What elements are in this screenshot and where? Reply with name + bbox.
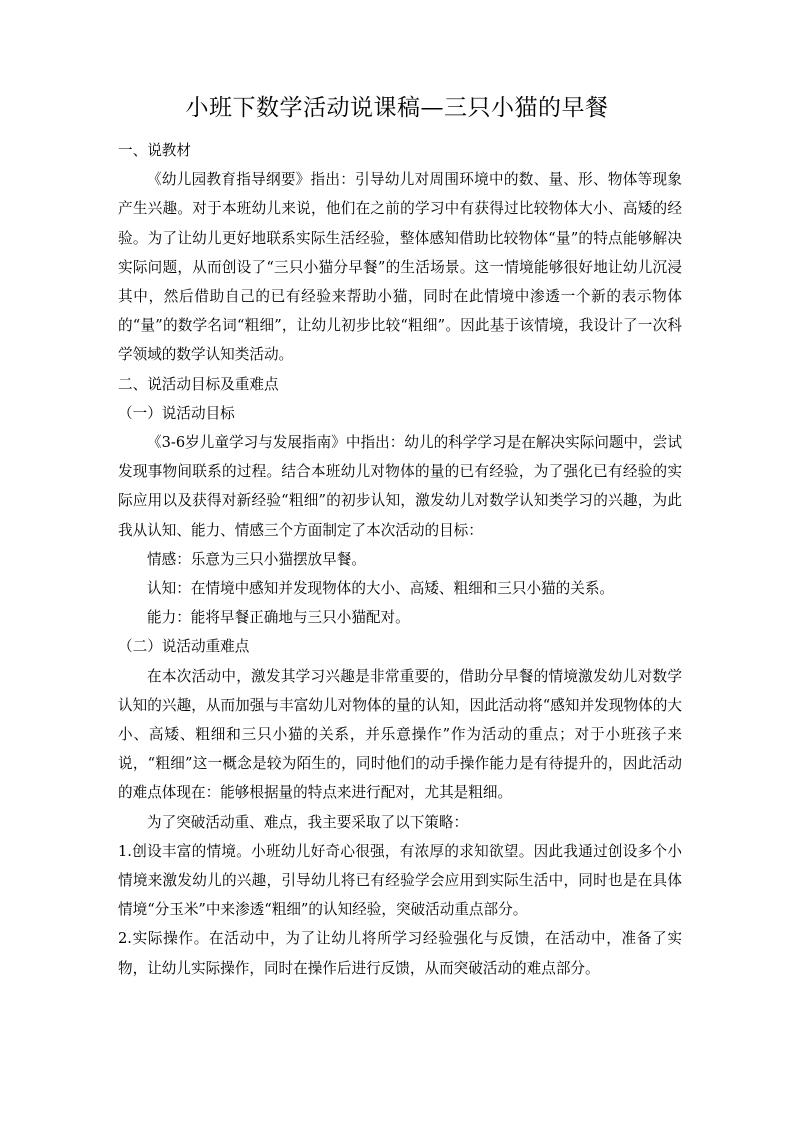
paragraph-strategies-intro: 为了突破活动重、难点，我主要采取了以下策略： xyxy=(147,813,469,831)
paragraph-key-points: 在本次活动中，激发其学习兴趣是非常重要的，借助分早餐的情境激发幼儿对数学认知的兴趣，从而加强与丰富幼儿对物体的量的认知，因此活动将“感知并发现物体的大小、高矮、粗细和三只小猫的关系，并乐意操作”作为活动的重点；对于小班孩子来说，“粗细”这一概念是较为陌生的，同时他们的动手操作能力是有待提升的，因此活动的难点体现在：能够根据量的特点来进行配对，尤其是粗细。 xyxy=(118,667,682,802)
section-heading-2: 二、说活动目标及重难点 xyxy=(118,375,279,393)
section-heading-1: 一、说教材 xyxy=(118,142,191,159)
paragraph-goals: 《3-6岁儿童学习与发展指南》中指出：幼儿的科学学习是在解决实际问题中，尝试发现事物间联系的过程。结合本班幼儿对物体的量的已有经验，为了强化已有经验的实际应用以及获得对新经验“粗细”的初步认知，激发幼儿对数学认知类学习的兴趣，为此我从认知、能力、情感三个方面制定了本次活动的目标： xyxy=(118,434,682,539)
document-body xyxy=(118,136,682,983)
goal-ability: 能力：能将早餐正确地与三只小猫配对。 xyxy=(147,609,410,627)
subsection-heading-goals: （一）说活动目标 xyxy=(118,404,235,422)
document-title: 小班下数学活动说课稿—三只小猫的早餐 xyxy=(185,95,609,121)
strategy-item-2: 2.实际操作。在活动中，为了让幼儿将所学习经验强化与反馈，在活动中，准备了实物，让幼儿实际操作，同时在操作后进行反馈，从而突破活动的难点部分。 xyxy=(118,930,682,977)
subsection-heading-key-points: （二）说活动重难点 xyxy=(118,638,250,656)
strategy-item-1: 1.创设丰富的情境。小班幼儿好奇心很强，有浓厚的求知欲望。因此我通过创设多个小情境来激发幼儿的兴趣，引导幼儿将已有经验学会应用到实际生活中，同时也是在具体情境“分玉米”中来渗透“粗细”的认知经验，突破活动重点部分。 xyxy=(118,842,682,919)
goal-emotion: 情感：乐意为三只小猫摆放早餐。 xyxy=(147,550,366,568)
goal-cognition: 认知：在情境中感知并发现物体的大小、高矮、粗细和三只小猫的关系。 xyxy=(147,580,615,598)
paragraph-textbook: 《幼儿园教育指导纲要》指出：引导幼儿对周围环境中的数、量、形、物体等现象产生兴趣。对于本班幼儿来说，他们在之前的学习中有获得过比较物体大小、高矮的经验。为了让幼儿更好地联系实际生活经验，整体感知借助比较物体“量”的特点能够解决实际问题，从而创设了“三只小猫分早餐”的生活场景。这一情境能够很好地让幼儿沉浸其中，然后借助自己的已有经验来帮助小猫，同时在此情境中渗透一个新的表示物体的“量”的数学名词“粗细”，让幼儿初步比较“粗细”。因此基于该情境，我设计了一次科学领域的数学认知类活动。 xyxy=(118,171,682,364)
